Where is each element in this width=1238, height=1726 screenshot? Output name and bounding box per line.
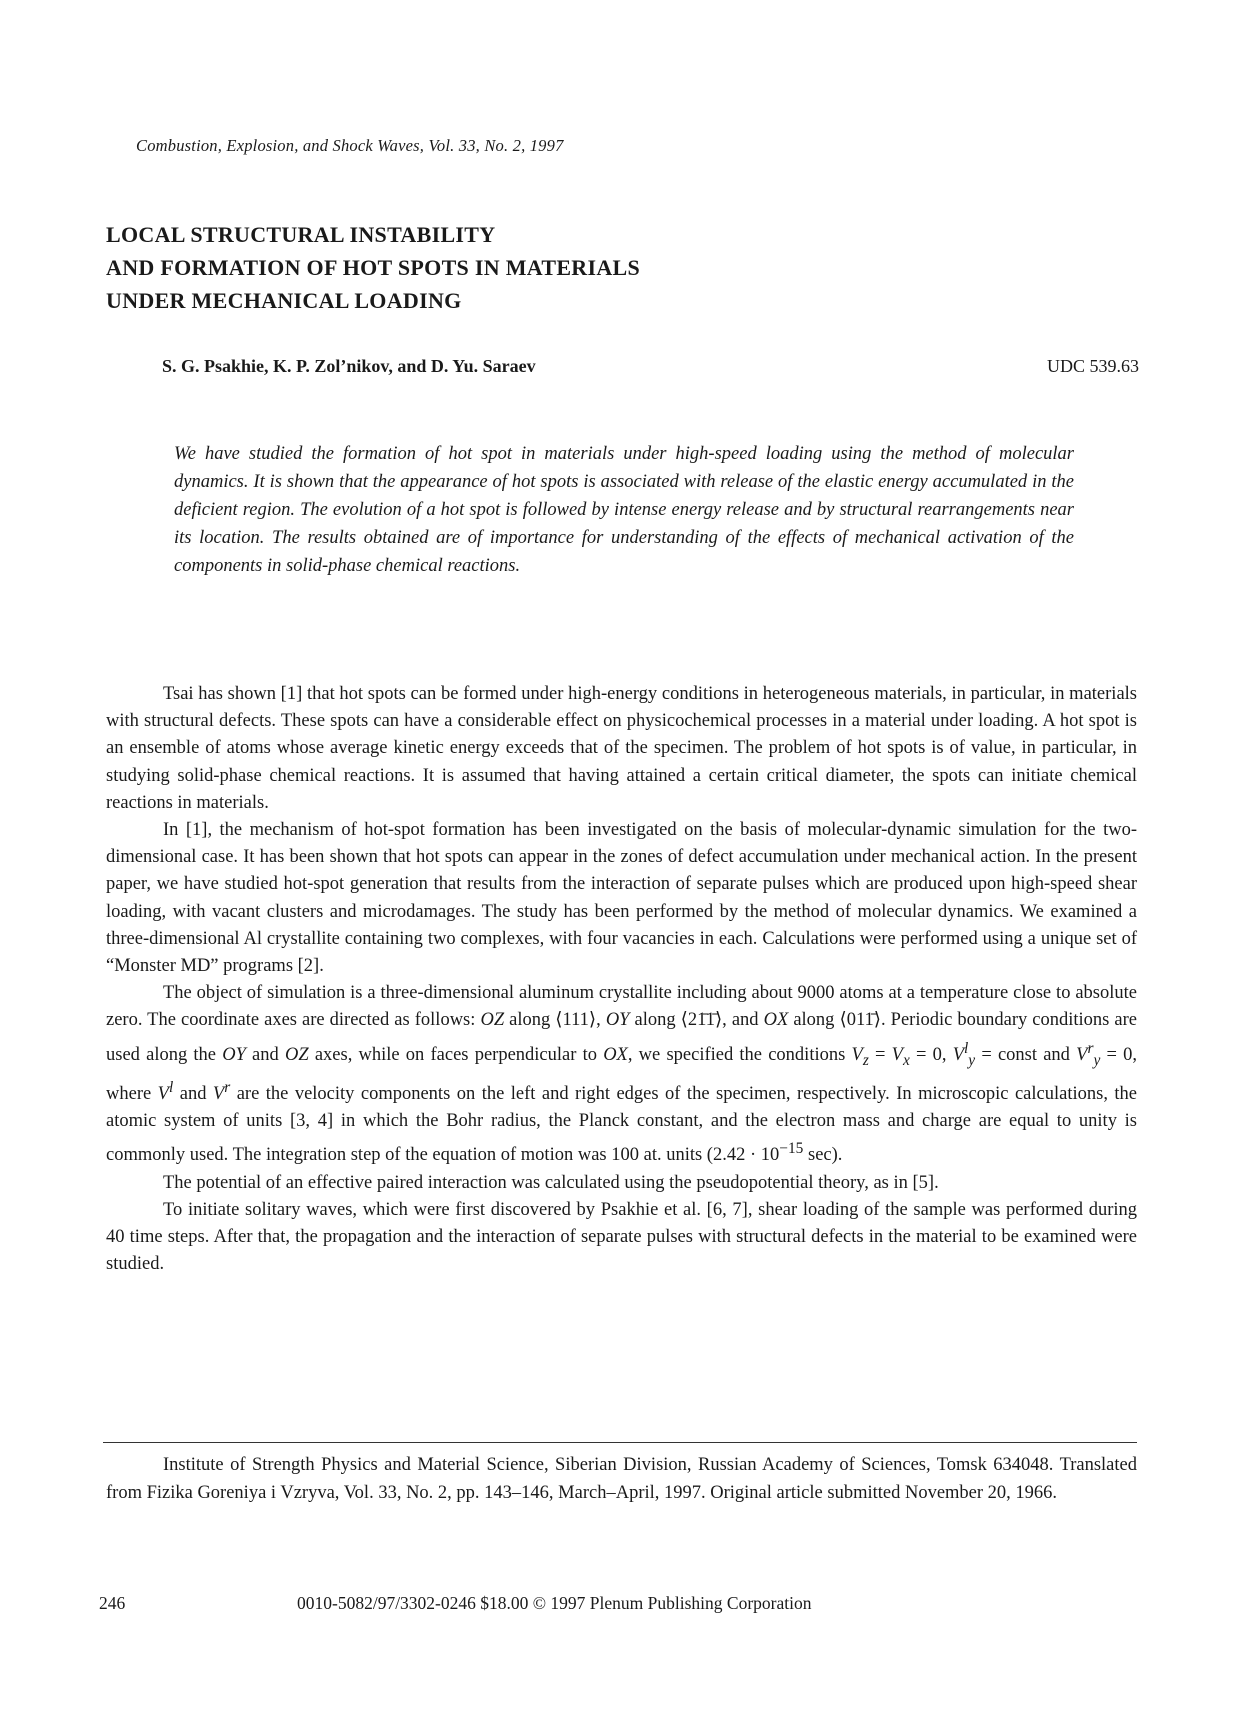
paragraph: Tsai has shown [1] that hot spots can be formed under high-energy conditions in heterogeneous materials, in particular, in materials with structural defects. These spots can have a considerable effect on physicochemical processes in a material under loading. A hot spot is an ensemble of atoms whose average kinetic energy exceeds that of the specimen. The problem of hot spots is of value, in particular, in studying solid-phase chemical reactions. It is assumed that having attained a certain critical diameter, the spots can initiate chemical reactions in materials. [106, 684, 1137, 813]
copyright-line: 0010-5082/97/3302-0246 $18.00 © 1997 Plenum Publishing Corporation [297, 1593, 812, 1613]
paragraph: The potential of an effective paired interaction was calculated using the pseudopotential theory, as in [5]. [163, 1172, 939, 1193]
title-line: LOCAL STRUCTURAL INSTABILITY [106, 222, 496, 247]
paper-title [106, 218, 640, 317]
journal-header: Combustion, Explosion, and Shock Waves, Vol. 33, No. 2, 1997 [136, 136, 564, 155]
paragraph: To initiate solitary waves, which were first discovered by Psakhie et al. [6, 7], shear loading of the sample was performed during 40 time steps. After that, the propagation and the interaction of separate pulses with structural defects in the material to be examined were studied. [106, 1199, 1137, 1275]
abstract: We have studied the formation of hot spot in materials under high-speed loading using the method of molecular dynamics. It is shown that the appearance of hot spots is associated with release of the elastic energy accumulated in the deficient region. The evolution of a hot spot is followed by intense energy release and by structural rearrangements near its location. The results obtained are of importance for understanding of the effects of mechanical activation of the components in solid-phase chemical reactions. [174, 444, 1074, 576]
footnote-text: Institute of Strength Physics and Material Science, Siberian Division, Russian Academy of Sciences, Tomsk 634048. Translated from Fizika Goreniya i Vzryva, Vol. 33, No. 2, pp. 143–146, March–April, 1997. Original article submitted November 20, 1966. [106, 1455, 1137, 1503]
body-text [106, 681, 1137, 1278]
udc-code: UDC 539.63 [1046, 356, 1139, 376]
paragraph: In [1], the mechanism of hot-spot formation has been investigated on the basis of molecular-dynamic simulation for the two-dimensional case. It has been shown that hot spots can appear in the zones of defect accumulation under mechanical action. In the present paper, we have studied hot-spot generation that results from the interaction of separate pulses which are produced upon high-speed shear loading, with vacant clusters and microdamages. The study has been performed by the method of molecular dynamics. We examined a three-dimensional Al crystallite containing two complexes, with four vacancies in each. Calculations were performed using a unique set of “Monster MD” programs [2]. [106, 820, 1137, 977]
page-number: 246 [99, 1593, 126, 1613]
affiliation-footnote [106, 1452, 1137, 1507]
title-line: AND FORMATION OF HOT SPOTS IN MATERIALS [106, 255, 641, 280]
authors: S. G. Psakhie, K. P. Zol’nikov, and D. Yu. Saraev [162, 356, 536, 376]
paragraph: The object of simulation is a three-dimensional aluminum crystallite including about 9000 atoms at a temperature close to absolute zero. The coordinate axes are directed as follows: OZ along ⟨111⟩, OY along ⟨21̄1̄⟩, and OX along ⟨011̄⟩. Periodic boundary conditions are used along the OY and OZ axes, while on faces perpendicular to OX, we specified the conditions $V_z = V_x = 0$, $V^l_y$ = const and $V^r_y = 0$, where $V^l$ and $V^r$ are the velocity components on the left and right edges of the specimen, respectively. In microscopic calculations, the atomic system of units [3, 4] in which the Bohr radius, the Planck constant, and the electron mass and charge are equal to unity is commonly used. The integration step of the equation of motion was 100 at. units ($2.42 \cdot 10^{-15}$ sec). [106, 983, 1138, 1166]
footnote-divider [103, 1442, 1137, 1443]
title-line: UNDER MECHANICAL LOADING [106, 288, 462, 313]
